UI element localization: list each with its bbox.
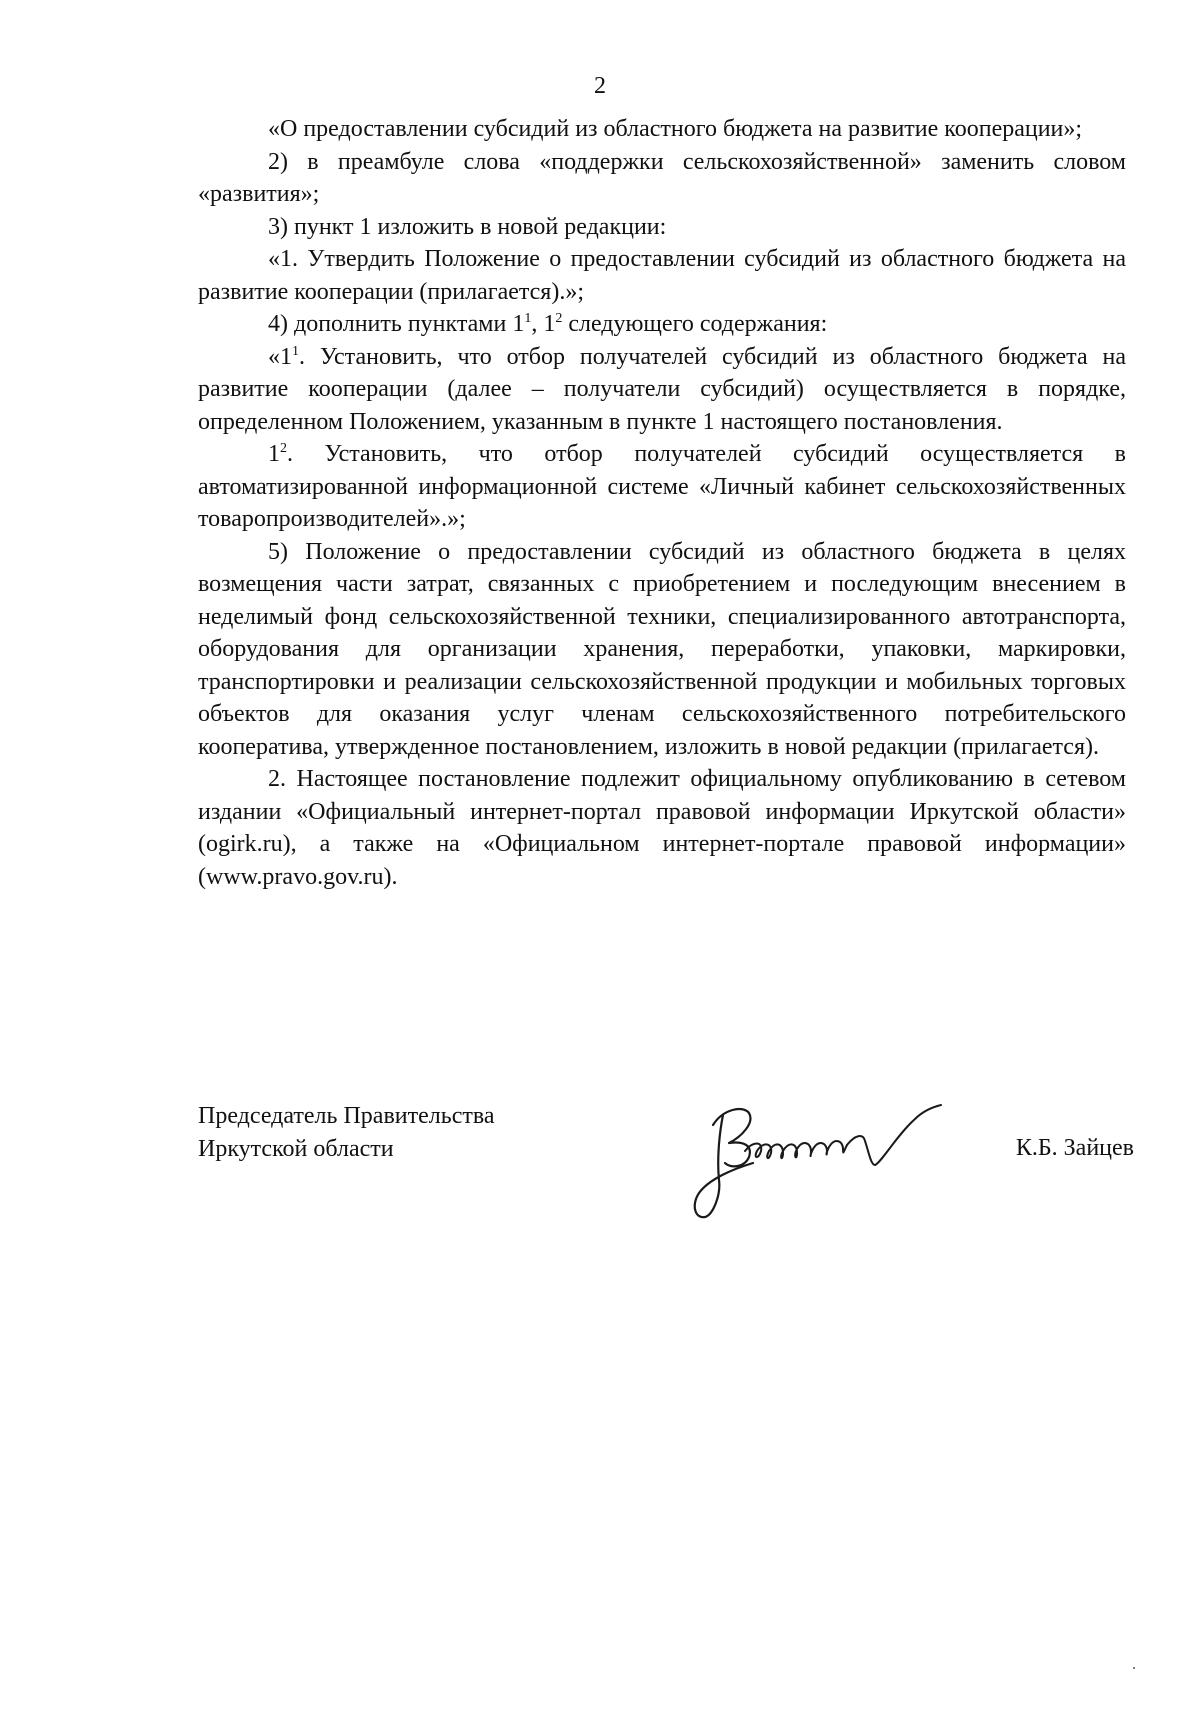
signer-name: К.Б. Зайцев	[1015, 1135, 1134, 1161]
document-body	[198, 113, 1126, 893]
page-number: 2	[594, 73, 606, 99]
add-points-separator: , 1	[531, 311, 556, 337]
paragraph-publication: 2. Настоящее постановление подлежит официальному опубликованию в сетевом издании «Официальный интернет-портал правовой информации Иркутской области» (ogirk.ru), а также на «Официальном интернет-портале правовой информации» (www.pravo.gov.ru).	[198, 766, 1126, 890]
signer-title	[198, 1100, 618, 1165]
paragraph-point-1-2	[198, 438, 1126, 536]
point-text: . Установить, что отбор получателей субсидий из областного бюджета на развитие кооперации (далее – получатели субсидий) осуществляется в порядке, определенном Положением, указанным в пункте 1 настоящего постановления.	[198, 343, 1126, 435]
point-text: . Установить, что отбор получателей субсидий осуществляется в автоматизированной информационной системе «Личный кабинет сельскохозяйственных товаропроизводителей».»;	[198, 441, 1126, 532]
paragraph-preamble-amendment: 2) в преамбуле слова «поддержки сельскохозяйственной» заменить словом «развития»;	[198, 148, 1126, 207]
signer-title-line: Иркутской области	[198, 1135, 394, 1162]
paragraph-add-points	[198, 308, 1126, 341]
paragraph-regulation-amendment: 5) Положение о предоставлении субсидий из областного бюджета в целях возмещения части затрат, связанных с приобретением и последующим внесением в неделимый фонд сельскохозяйственной техники, специализированного автотранспорта, оборудования для организации хранения, переработки, упаковки, маркировки, транспортировки и реализации сельскохозяйственной продукции и мобильных торговых объектов для оказания услуг членам сельскохозяйственного потребительского кооператива, утвержденное постановлением, изложить в новой редакции (прилагается).	[198, 538, 1126, 760]
add-points-suffix: следующего содержания:	[562, 311, 828, 337]
handwritten-signature	[683, 1085, 953, 1235]
add-points-prefix: 4) дополнить пунктами 1	[268, 311, 525, 337]
signature-block	[198, 1100, 1134, 1260]
point-number: 1	[268, 441, 280, 467]
superscript: 2	[280, 441, 287, 456]
paragraph-point-1-text: «1. Утвердить Положение о предоставлении субсидий из областного бюджета на развитие кооперации (прилагается).»;	[198, 246, 1126, 305]
point-number: «1	[268, 343, 292, 370]
paragraph-cooperation-title: «О предоставлении субсидий из областного бюджета на развитие кооперации»;	[268, 116, 1083, 142]
paragraph-point-1-1	[198, 341, 1126, 439]
superscript: 1	[524, 311, 532, 326]
scan-speck	[1133, 1667, 1135, 1669]
signer-title-line: Председатель Правительства	[198, 1103, 495, 1129]
paragraph-point-1-intro: 3) пункт 1 изложить в новой редакции:	[268, 213, 667, 240]
superscript: 2	[555, 311, 563, 326]
superscript: 1	[292, 343, 299, 359]
